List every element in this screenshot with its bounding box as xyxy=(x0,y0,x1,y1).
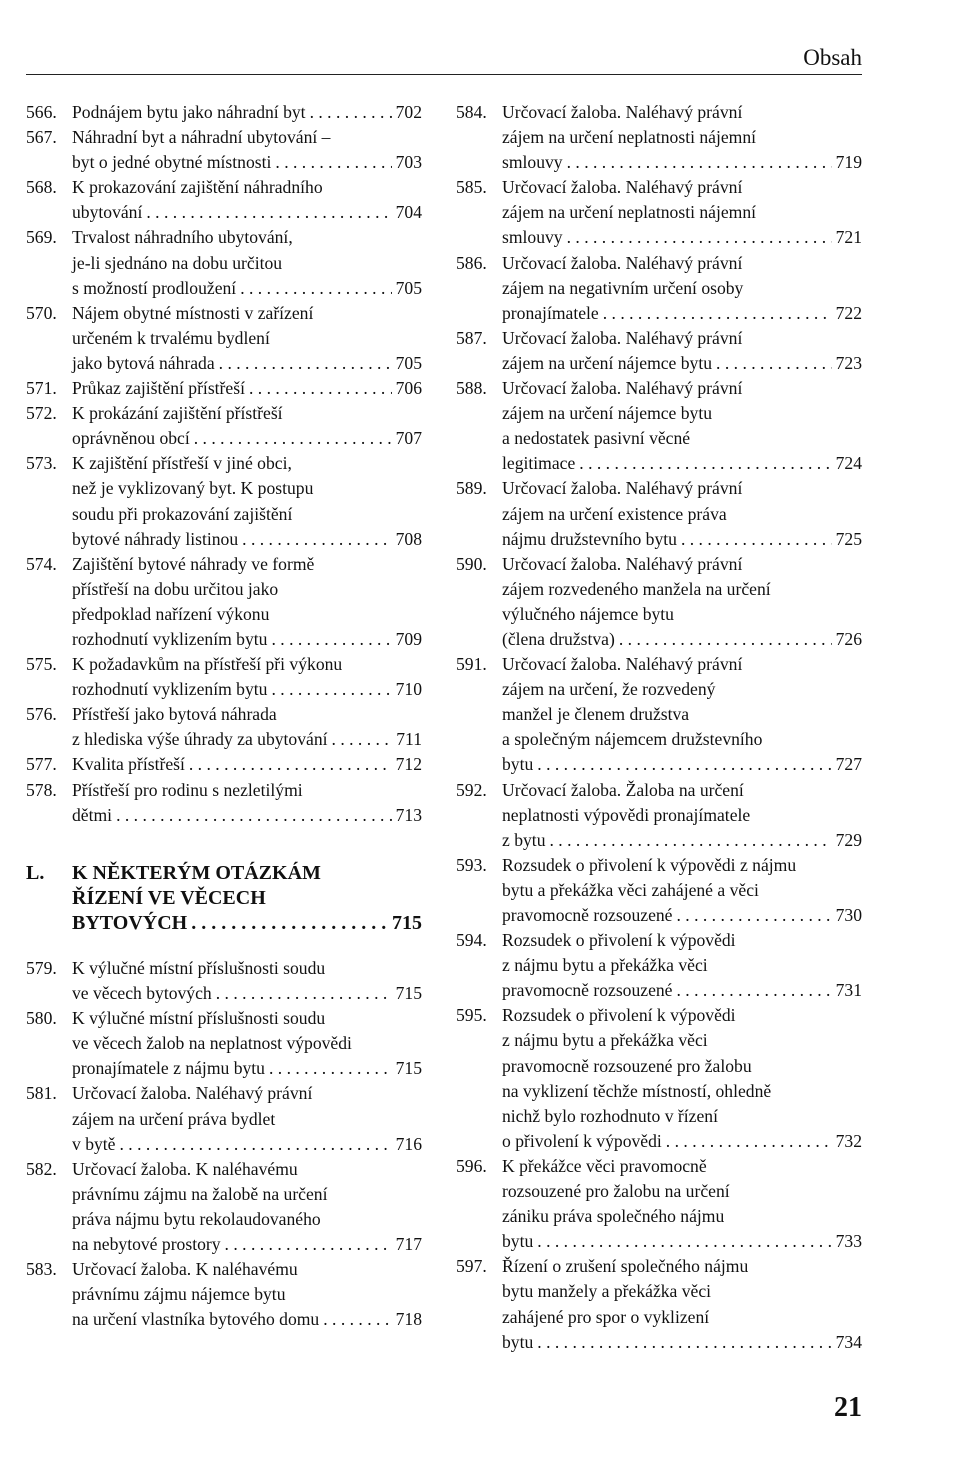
entry-title-line: Určovací žaloba. K naléhavému xyxy=(72,1259,298,1280)
entry-number: 575. xyxy=(26,654,57,675)
dot-leader xyxy=(120,1132,392,1157)
entry-title-line: na vyklizení těchže místností, ohledně xyxy=(502,1080,772,1101)
entry-number: 592. xyxy=(456,779,487,800)
entry-title-line xyxy=(502,527,862,552)
toc-left-column xyxy=(26,100,422,1332)
entry-title-line xyxy=(502,301,862,326)
toc-entry xyxy=(456,251,862,326)
entry-number: 568. xyxy=(26,177,57,198)
entry-number: 571. xyxy=(26,378,57,399)
entry-page-number: 712 xyxy=(395,754,422,775)
entry-title-line: a společným nájemcem družstevního xyxy=(502,729,763,750)
dot-leader xyxy=(567,150,832,175)
entry-page-number: 729 xyxy=(835,829,862,850)
entry-title-line: Trvalost náhradního ubytování, xyxy=(72,227,293,248)
toc-entry xyxy=(456,552,862,652)
entry-number: 596. xyxy=(456,1155,487,1176)
entry-title-line xyxy=(502,828,862,853)
entry-number: 573. xyxy=(26,453,57,474)
toc-entry xyxy=(456,778,862,853)
entry-title-line: Řízení o zrušení společného nájmu xyxy=(502,1256,749,1277)
entry-title-line: Nájem obytné místnosti v zařízení xyxy=(72,302,314,323)
entry-title-line: Určovací žaloba. Naléhavý právní xyxy=(502,252,743,273)
entry-title-line: Určovací žaloba. Naléhavý právní xyxy=(502,327,743,348)
entry-title-line: manžel je členem družstva xyxy=(502,704,690,725)
entry-title-line: pravomocně rozsouzené pro žalobu xyxy=(502,1055,752,1076)
dot-leader xyxy=(216,981,392,1006)
entry-title-line: zájem rozvedeného manžela na určení xyxy=(502,578,771,599)
entry-title-line xyxy=(72,351,422,376)
entry-title-text: smlouvy xyxy=(502,227,563,248)
dot-leader xyxy=(537,1330,831,1355)
toc-entry xyxy=(26,552,422,652)
dot-leader xyxy=(603,301,832,326)
toc-entry xyxy=(26,1006,422,1081)
entry-number: 584. xyxy=(456,102,487,122)
entry-title-line xyxy=(502,1229,862,1254)
entry-title-line xyxy=(72,200,422,225)
entry-title-line xyxy=(502,351,862,376)
entry-title-line: Určovací žaloba. Naléhavý právní xyxy=(502,553,743,574)
dot-leader xyxy=(146,200,391,225)
toc-entry xyxy=(26,1257,422,1332)
entry-title-line: zájem na určení nájemce bytu xyxy=(502,403,713,424)
entry-number: 591. xyxy=(456,654,487,675)
entry-number: 587. xyxy=(456,327,487,348)
entry-title-text: bytu xyxy=(502,1231,534,1252)
dot-leader xyxy=(219,351,392,376)
entry-title-line: Náhradní byt a náhradní ubytování – xyxy=(72,127,331,148)
entry-page-number: 718 xyxy=(395,1309,422,1330)
toc-entry xyxy=(26,752,422,777)
dot-leader xyxy=(240,276,391,301)
entry-title-line xyxy=(502,752,862,777)
toc-entry xyxy=(456,376,862,476)
entry-title-line: zájem na určení, že rozvedený xyxy=(502,679,716,700)
dot-leader xyxy=(332,727,393,752)
entry-page-number: 734 xyxy=(835,1331,862,1352)
entry-title-text: v bytě xyxy=(72,1133,116,1154)
entry-page-number: 705 xyxy=(395,277,422,298)
entry-number: 566. xyxy=(26,102,57,122)
entry-number: 577. xyxy=(26,754,57,775)
entry-page-number: 706 xyxy=(395,378,422,399)
entry-number: 581. xyxy=(26,1083,57,1104)
entry-title-line xyxy=(502,451,862,476)
entry-page-number: 708 xyxy=(395,528,422,549)
entry-title-text: legitimace xyxy=(502,453,576,474)
entry-title-text: (člena družstva) xyxy=(502,628,615,649)
entry-title-line: právnímu zájmu na žalobě na určení xyxy=(72,1183,328,1204)
dot-leader xyxy=(681,527,832,552)
entry-number: 582. xyxy=(26,1158,57,1179)
toc-section-heading xyxy=(26,861,422,936)
entry-title-text: bytové náhrady listinou xyxy=(72,528,239,549)
entry-page-number: 715 xyxy=(395,1058,422,1079)
dot-leader xyxy=(269,1056,392,1081)
entry-title-text: pronajímatele z nájmu bytu xyxy=(72,1058,265,1079)
toc-entry xyxy=(456,100,862,175)
entry-title-text: bytu xyxy=(502,1331,534,1352)
entry-title-text: oprávněnou obcí xyxy=(72,428,190,449)
entry-title-line xyxy=(72,1232,422,1257)
entry-page-number: 733 xyxy=(835,1231,862,1252)
entry-title-line xyxy=(502,978,862,1003)
entry-page-number: 707 xyxy=(395,428,422,449)
toc-entry xyxy=(456,652,862,777)
dot-leader xyxy=(550,828,832,853)
dot-leader xyxy=(116,803,392,828)
dot-leader xyxy=(271,677,391,702)
entry-title-line: Rozsudek o přivolení k výpovědi xyxy=(502,1005,736,1026)
entry-title-line: zájem na určení neplatnosti nájemní xyxy=(502,127,757,148)
dot-leader xyxy=(619,627,832,652)
dot-leader xyxy=(249,376,392,401)
entry-page-number: 723 xyxy=(835,352,862,373)
entry-title-line: Zajištění bytové náhrady ve formě xyxy=(72,553,315,574)
entry-page-number: 717 xyxy=(395,1234,422,1255)
entry-title-text: ve věcech bytových xyxy=(72,983,212,1004)
entry-title-line: práva nájmu bytu rekolaudovaného xyxy=(72,1208,321,1229)
entry-title-line: soudu při prokazování zajištění xyxy=(72,503,293,524)
entry-number: 585. xyxy=(456,177,487,198)
entry-title-line: zájem na určení práva bydlet xyxy=(72,1108,276,1129)
entry-page-number: 726 xyxy=(835,628,862,649)
entry-title-line: K NĚKTERÝM OTÁZKÁM xyxy=(72,861,321,884)
page-header xyxy=(26,44,862,75)
entry-title-line: K překážce věci pravomocně xyxy=(502,1155,707,1176)
entry-title-line xyxy=(72,276,422,301)
entry-title-line: K výlučné místní příslušnosti soudu xyxy=(72,1008,326,1029)
entry-number: 570. xyxy=(26,302,57,323)
entry-title-line: Určovací žaloba. Naléhavý právní xyxy=(502,478,743,499)
entry-title-line: ve věcech žalob na neplatnost výpovědi xyxy=(72,1033,352,1054)
toc-entry-list xyxy=(26,956,422,1332)
entry-page-number: 703 xyxy=(395,152,422,173)
entry-title-line: určeném k trvalému bydlení xyxy=(72,327,270,348)
entry-page-number: 725 xyxy=(835,528,862,549)
toc-entry xyxy=(456,1254,862,1354)
entry-number: 588. xyxy=(456,378,487,399)
toc-entry xyxy=(456,1154,862,1254)
entry-page-number: 716 xyxy=(395,1133,422,1154)
entry-page-number: 727 xyxy=(835,754,862,775)
entry-page-number: 702 xyxy=(395,102,422,122)
entry-title-line: zájem na negativním určení osoby xyxy=(502,277,744,298)
entry-title-line xyxy=(72,627,422,652)
toc-entry xyxy=(26,225,422,300)
entry-title-line xyxy=(72,803,422,828)
entry-title-line: Určovací žaloba. Naléhavý právní xyxy=(502,654,743,675)
entry-title-line: K požadavkům na přístřeší při výkonu xyxy=(72,654,343,675)
entry-title-line xyxy=(72,1132,422,1157)
entry-number: 569. xyxy=(26,227,57,248)
dot-leader xyxy=(537,1229,831,1254)
entry-title-text: BYTOVÝCH xyxy=(72,911,188,934)
dot-leader xyxy=(676,903,831,928)
dot-leader xyxy=(271,627,391,652)
dot-leader xyxy=(579,451,831,476)
toc-entry xyxy=(26,100,422,125)
entry-page-number: 730 xyxy=(835,905,862,925)
entry-title-line xyxy=(72,677,422,702)
entry-title-line: zájem na určení neplatnosti nájemní xyxy=(502,202,757,223)
entry-number: 580. xyxy=(26,1008,57,1029)
entry-title-line: právnímu zájmu nájemce bytu xyxy=(72,1284,286,1305)
page-number: 21 xyxy=(834,1392,862,1423)
entry-number: 583. xyxy=(26,1259,57,1280)
entry-title-line: z nájmu bytu a překážka věci xyxy=(502,1030,708,1051)
entry-title-line: Určovací žaloba. Naléhavý právní xyxy=(502,378,743,399)
entry-title-line xyxy=(502,1330,862,1355)
entry-title-line xyxy=(502,225,862,250)
entry-title-line: než je vyklizovaný byt. K postupu xyxy=(72,478,314,499)
entry-title-line: Určovací žaloba. Naléhavý právní xyxy=(502,177,743,198)
entry-title-text: dětmi xyxy=(72,804,113,825)
entry-title-line: ŘÍZENÍ VE VĚCECH xyxy=(72,886,266,909)
entry-title-line xyxy=(502,1129,862,1154)
entry-page-number: 711 xyxy=(396,729,422,750)
entry-number: 593. xyxy=(456,854,487,875)
toc-entry-list xyxy=(26,100,422,828)
entry-number: 595. xyxy=(456,1005,487,1026)
entry-page-number: 731 xyxy=(835,980,862,1001)
entry-page-number: 705 xyxy=(395,352,422,373)
dot-leader xyxy=(189,752,392,777)
entry-title-line: K prokázání zajištění přístřeší xyxy=(72,403,283,424)
dot-leader xyxy=(194,426,392,451)
dot-leader xyxy=(666,1129,832,1154)
entry-title-text: smlouvy xyxy=(502,152,563,173)
entry-title-text: pronajímatele xyxy=(502,302,599,323)
entry-page-number: 704 xyxy=(395,202,422,223)
dot-leader xyxy=(323,1307,391,1332)
toc-entry xyxy=(456,175,862,250)
entry-title-text: zájem na určení nájemce bytu xyxy=(502,352,713,373)
entry-title-text: na určení vlastníka bytového domu xyxy=(72,1309,320,1330)
toc-entry xyxy=(456,326,862,376)
entry-title-text: na nebytové prostory xyxy=(72,1234,221,1255)
entry-number: L. xyxy=(26,861,45,884)
dot-leader xyxy=(716,351,832,376)
toc-entry xyxy=(26,175,422,225)
entry-title-line: K výlučné místní příslušnosti soudu xyxy=(72,958,326,978)
entry-title-line: rozsouzené pro žalobu na určení xyxy=(502,1181,730,1202)
entry-page-number: 710 xyxy=(395,679,422,700)
entry-title-text: ubytování xyxy=(72,202,143,223)
entry-title-line: z nájmu bytu a překážka věci xyxy=(502,955,708,976)
toc-entry xyxy=(26,652,422,702)
entry-title-line: Určovací žaloba. Naléhavý právní xyxy=(502,102,743,122)
dot-leader xyxy=(225,1232,392,1257)
entry-title-line: předpoklad nařízení výkonu xyxy=(72,603,270,624)
toc-entry xyxy=(456,928,862,1003)
entry-number: 597. xyxy=(456,1256,487,1277)
entry-number: 579. xyxy=(26,958,57,978)
entry-title-line: Určovací žaloba. K naléhavému xyxy=(72,1158,298,1179)
dot-leader xyxy=(537,752,831,777)
entry-page-number: 719 xyxy=(835,152,862,173)
entry-page-number: 722 xyxy=(835,302,862,323)
entry-page-number: 732 xyxy=(835,1130,862,1151)
entry-title-line: a nedostatek pasivní věcné xyxy=(502,428,691,449)
toc-entry xyxy=(456,476,862,551)
dot-leader xyxy=(191,911,388,936)
dot-leader xyxy=(676,978,831,1003)
entry-title-line xyxy=(72,1307,422,1332)
entry-title-line xyxy=(72,150,422,175)
entry-title-line: Určovací žaloba. Žaloba na určení xyxy=(502,779,744,800)
entry-title-text: rozhodnutí vyklizením bytu xyxy=(72,679,268,700)
dot-leader xyxy=(242,527,391,552)
entry-title-line: bytu a překážka věci zahájené a věci xyxy=(502,879,759,900)
entry-page-number: 709 xyxy=(395,628,422,649)
entry-title-line: Rozsudek o přivolení k výpovědi z nájmu xyxy=(502,854,797,875)
entry-title-line: zániku práva společného nájmu xyxy=(502,1206,725,1227)
entry-title-line xyxy=(72,100,422,125)
entry-title-line xyxy=(502,627,862,652)
entry-title-line: bytu manžely a překážka věci xyxy=(502,1281,712,1302)
dot-leader xyxy=(275,150,391,175)
entry-title-line: Přístřeší pro rodinu s nezletilými xyxy=(72,779,303,800)
entry-title-line: výlučného nájemce bytu xyxy=(502,603,674,624)
entry-title-line: zahájené pro spor o vyklizení xyxy=(502,1306,710,1327)
entry-title-text: rozhodnutí vyklizením bytu xyxy=(72,628,268,649)
entry-title-line: Rozsudek o přivolení k výpovědi xyxy=(502,930,736,951)
entry-title-line: Přístřeší jako bytová náhrada xyxy=(72,704,277,725)
entry-title-line xyxy=(72,727,422,752)
toc-entry xyxy=(26,1157,422,1257)
entry-page-number: 721 xyxy=(835,227,862,248)
entry-title-line: K zajištění přístřeší v jiné obci, xyxy=(72,453,292,474)
toc-entry xyxy=(26,451,422,551)
entry-title-line xyxy=(72,981,422,1006)
toc-entry xyxy=(26,778,422,828)
entry-number: 567. xyxy=(26,127,57,148)
entry-title-text: nájmu družstevního bytu xyxy=(502,528,677,549)
toc-entry xyxy=(26,1081,422,1156)
entry-number: 590. xyxy=(456,553,487,574)
entry-number: 572. xyxy=(26,403,57,424)
toc-entry xyxy=(456,1003,862,1154)
entry-title-line xyxy=(502,903,862,928)
toc-entry-list xyxy=(456,100,862,1355)
header-title: Obsah xyxy=(803,45,862,70)
entry-title-line: přístřeší na dobu určitou jako xyxy=(72,578,279,599)
entry-title-text: byt o jedné obytné místnosti xyxy=(72,152,272,173)
entry-title-text: bytu xyxy=(502,754,534,775)
entry-title-line xyxy=(72,911,422,936)
entry-title-text: s možností prodloužení xyxy=(72,277,237,298)
entry-title-line: je-li sjednáno na dobu určitou xyxy=(72,252,283,273)
entry-number: 594. xyxy=(456,930,487,951)
entry-title-text: pravomocně rozsouzené xyxy=(502,980,673,1001)
entry-number: 574. xyxy=(26,553,57,574)
entry-title-line xyxy=(72,1056,422,1081)
entry-title-text: Kvalita přístřeší xyxy=(72,754,185,775)
entry-title-text: pravomocně rozsouzené xyxy=(502,905,673,925)
entry-title-line xyxy=(72,752,422,777)
dot-leader xyxy=(567,225,832,250)
entry-number: 589. xyxy=(456,478,487,499)
entry-page-number: 715 xyxy=(395,983,422,1004)
entry-title-line xyxy=(72,426,422,451)
entry-title-line xyxy=(502,150,862,175)
entry-number: 578. xyxy=(26,779,57,800)
toc-right-column xyxy=(456,100,862,1355)
entry-page-number: 715 xyxy=(392,911,422,934)
entry-title-line xyxy=(72,527,422,552)
toc-entry xyxy=(456,853,862,928)
entry-page-number: 724 xyxy=(835,453,862,474)
toc-entry xyxy=(26,125,422,175)
entry-number: 586. xyxy=(456,252,487,273)
entry-title-line: nichž bylo rozhodnuto v řízení xyxy=(502,1105,718,1126)
dot-leader xyxy=(310,100,392,125)
entry-title-text: o přivolení k výpovědi xyxy=(502,1130,662,1151)
entry-title-text: z hlediska výše úhrady za ubytování xyxy=(72,729,328,750)
toc-entry xyxy=(26,301,422,376)
entry-title-line xyxy=(72,376,422,401)
entry-number: 576. xyxy=(26,704,57,725)
entry-title-line: neplatnosti výpovědi pronajímatele xyxy=(502,804,751,825)
toc-entry xyxy=(26,956,422,1006)
entry-title-text: z bytu xyxy=(502,829,546,850)
toc-entry xyxy=(26,376,422,401)
entry-title-line: K prokazování zajištění náhradního xyxy=(72,177,323,198)
entry-title-text: Průkaz zajištění přístřeší xyxy=(72,378,245,399)
entry-title-text: jako bytová náhrada xyxy=(72,352,215,373)
entry-title-line: Určovací žaloba. Naléhavý právní xyxy=(72,1083,313,1104)
entry-title-text: Podnájem bytu jako náhradní byt xyxy=(72,102,306,122)
toc-entry xyxy=(26,702,422,752)
entry-title-line: zájem na určení existence práva xyxy=(502,503,727,524)
entry-page-number: 713 xyxy=(395,804,422,825)
toc-entry xyxy=(26,401,422,451)
